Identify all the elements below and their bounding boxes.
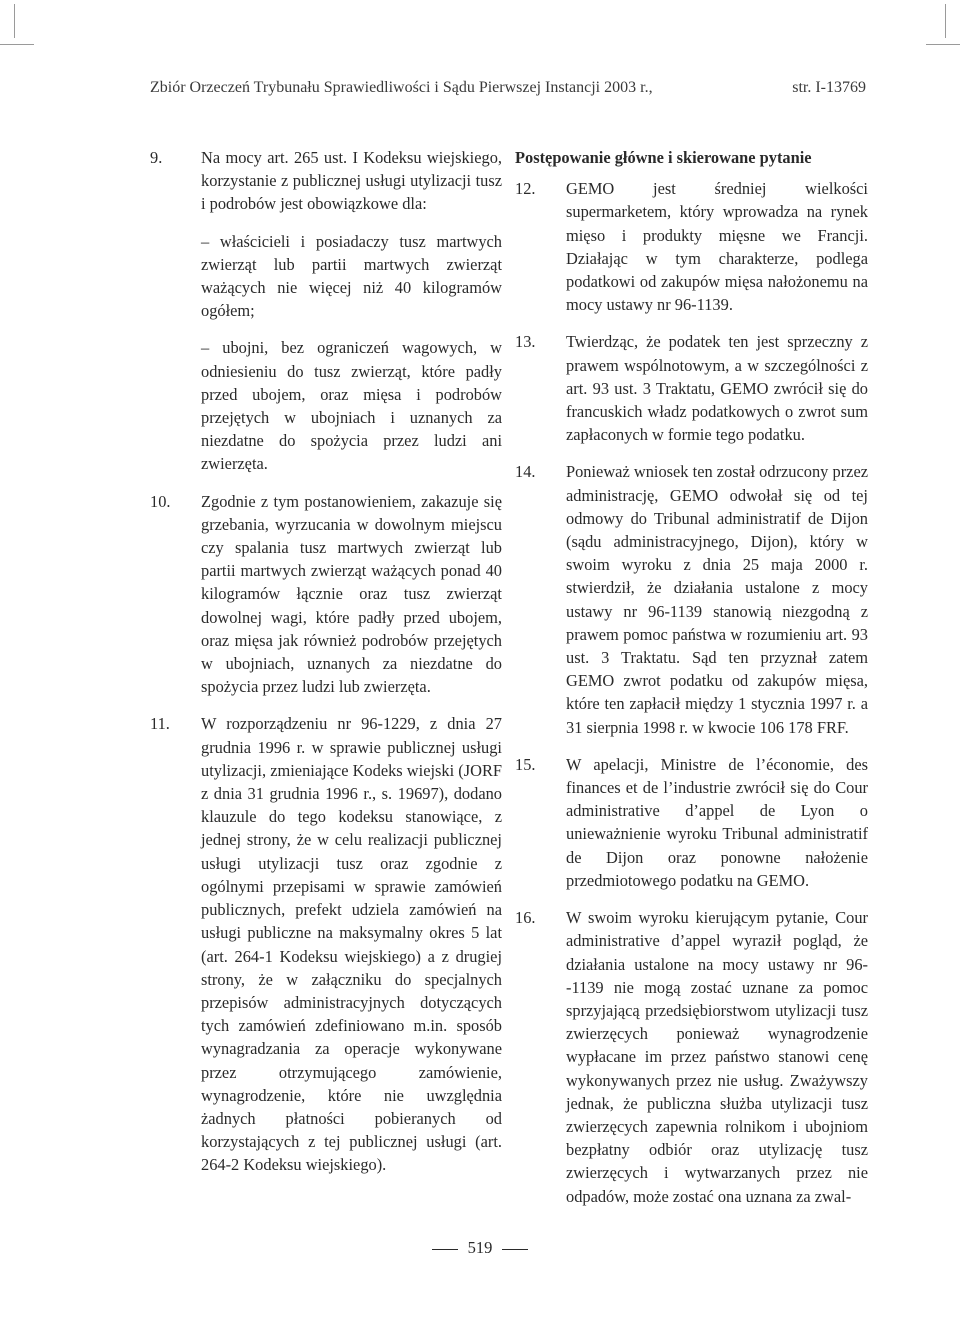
paragraph-12 [515, 177, 868, 316]
section-title: Postępowanie główne i skierowane pytanie [515, 148, 812, 167]
paragraph-text: Na mocy art. 265 ust. I Kodeksu wiejskiego, korzystanie z publicznej usługi utylizacji tusz i podrobów jest obowiązkowe dla: [201, 148, 502, 214]
paragraph-number: 15. [515, 754, 536, 774]
paragraph-number: 11. [150, 714, 170, 734]
folio-dash-left [432, 1249, 458, 1250]
crop-mark-left-horizontal [0, 44, 34, 45]
paragraph-number: 14. [515, 462, 536, 482]
paragraph-10 [150, 490, 502, 699]
list-item: – właścicieli i posiadaczy tusz martwych zwierząt lub partii martwych zwierząt ważących nie więcej niż 40 kilogramów ogółem; [201, 231, 502, 321]
paragraph-text: Zgodnie z tym postanowieniem, zakazuje się grzebania, wyrzucania w dowolnym miejscu czy spalania tusz martwych zwierząt lub partii martwych zwierząt ważących ponad 40 kilogramów łącznie oraz tusz zwierząt dowolnej wagi, które padły przed ubojem, oraz mięsa jak również podrobów przejętych w ubojniach, uznanych za niezdatne do spożycia przez ludzi lub zwierzęta. [201, 491, 502, 697]
right-column [515, 146, 868, 1222]
paragraph-14 [515, 460, 868, 738]
header-title: Zbiór Orzeczeń Trybunału Sprawiedliwości i Sądu Pierwszej Instancji 2003 r., [150, 79, 653, 96]
list-item: – ubojni, bez ograniczeń wagowych, w odniesieniu do tusz zwierząt, które padły przed ubojem, oraz mięsa i podrobów przejętych w ubojniach i uznanych za niezdatne do spożycia przez ludzi ani zwierzęta. [201, 338, 502, 474]
folio-dash-right [502, 1249, 528, 1250]
paragraph-body [201, 146, 502, 476]
left-column [150, 146, 502, 1191]
paragraph-text: GEMO jest średniej wielkości supermarketem, który wprowadza na rynek mięso i produkty mięsne we Francji. Działając w tym charakterze, podlega podatkowi od zakupów mięsa nałożonemu na mocy ustawy nr 96-1139. [566, 179, 868, 315]
paragraph-number: 16. [515, 908, 536, 928]
page-number: 519 [467, 1238, 493, 1257]
paragraph-text: W apelacji, Ministre de l’économie, des finances et de l’industrie zwrócił się do Cour administrative d’appel de Lyon o unieważnienie wyroku Tribunal administratif de Dijon oraz ponowne nałożenie przedmiotowego podatku na GEMO. [566, 754, 868, 890]
paragraph-number: 12. [515, 179, 536, 199]
crop-mark-top-left [14, 4, 15, 38]
running-header [150, 79, 866, 97]
paragraph-text: Twierdząc, że podatek ten jest sprzeczny z prawem wspólnotowym, a w szczególności z art. 93 ust. 3 Traktatu, GEMO zwrócił się do francuskich władz podatkowych o zwrot sum zapłaconych w formie tego podatku. [566, 332, 868, 445]
paragraph-13 [515, 330, 868, 446]
paragraph-11 [150, 712, 502, 1176]
crop-mark-top-right [945, 4, 946, 38]
paragraph-text: W swoim wyroku kierującym pytanie, Cour administrative d’appel wyraził pogląd, że działania ustalone na mocy ustawy nr 96--1139 nie mogą zostać uznane za pomoc sprzyjającą przedsiębiorstwom utylizacji tusz zwierzęcych ponieważ wynagrodzenie wypłacane im przez państwo stanowi cenę wykonywanych przez nie usług. Zważywszy jednak, że publiczna służba utylizacji tusz zwierzęcych zapewnia rolnikom i ubojniom bezpłatny odbiór oraz utylizację tusz zwierzęcych i wytwarzanych przez nie odpadów, może zostać ona uznana za zwal- [566, 908, 868, 1206]
paragraph-number: 13. [515, 332, 536, 352]
paragraph-body [201, 490, 502, 699]
paragraph-9 [150, 146, 502, 476]
paragraph-text: W rozporządzeniu nr 96-1229, z dnia 27 grudnia 1996 r. w sprawie publicznej usługi utylizacji, zmieniające Kodeks wiejski (JORF z dnia 31 grudnia 1996 r., s. 19697), dodano klauzule do tego kodeksu stanowiące, z jednej strony, że w celu realizacji publicznej usługi utylizacji tusz oraz zgodnie z ogólnymi przepisami w sprawie zamówień publicznych, prefekt udziela zamówień na usługi publiczne na maksymalny okres 5 lat (art. 264-1 Kodeksu wiejskiego) a z drugiej strony, że w załączniku do specjalnych przepisów administracyjnych dotyczących tych zamówień zdefiniowano m.in. sposób wynagradzania za operacje wykonywane przez otrzymującego zamówienie, wynagrodzenie, które nie uwzględnia żadnych płatności pobieranych od korzystających z tej publicznej usługi (art. 264-2 Kodeksu wiejskiego). [201, 714, 502, 1175]
paragraph-body [201, 712, 502, 1176]
page-footer [0, 1238, 960, 1258]
paragraph-16 [515, 906, 868, 1208]
paragraph-text: Ponieważ wniosek ten został odrzucony przez administrację, GEMO odwołał się od tej odmowy do Tribunal administratif de Dijon (sądu administracyjnego, Dijon), który w swoim wyroku z dnia 25 maja 2000 r. stwierdził, że działania ustalone z mocy ustawy nr 96-1139 stanowią niezgodną z prawem pomoc państwa w rozumieniu art. 93 ust. 3 Traktatu. Sąd ten przyznał zatem GEMO zwrot podatku od zakupów mięsa, które ten zapłacił między 1 stycznia 1997 r. a 31 sierpnia 1998 r. w kwocie 106 178 FRF. [566, 462, 868, 737]
crop-mark-right-horizontal [926, 44, 960, 45]
paragraph-number: 9. [150, 148, 163, 167]
paragraph-number: 10. [150, 491, 171, 511]
header-page-ref: str. I-13769 [792, 79, 866, 96]
paragraph-15 [515, 753, 868, 892]
